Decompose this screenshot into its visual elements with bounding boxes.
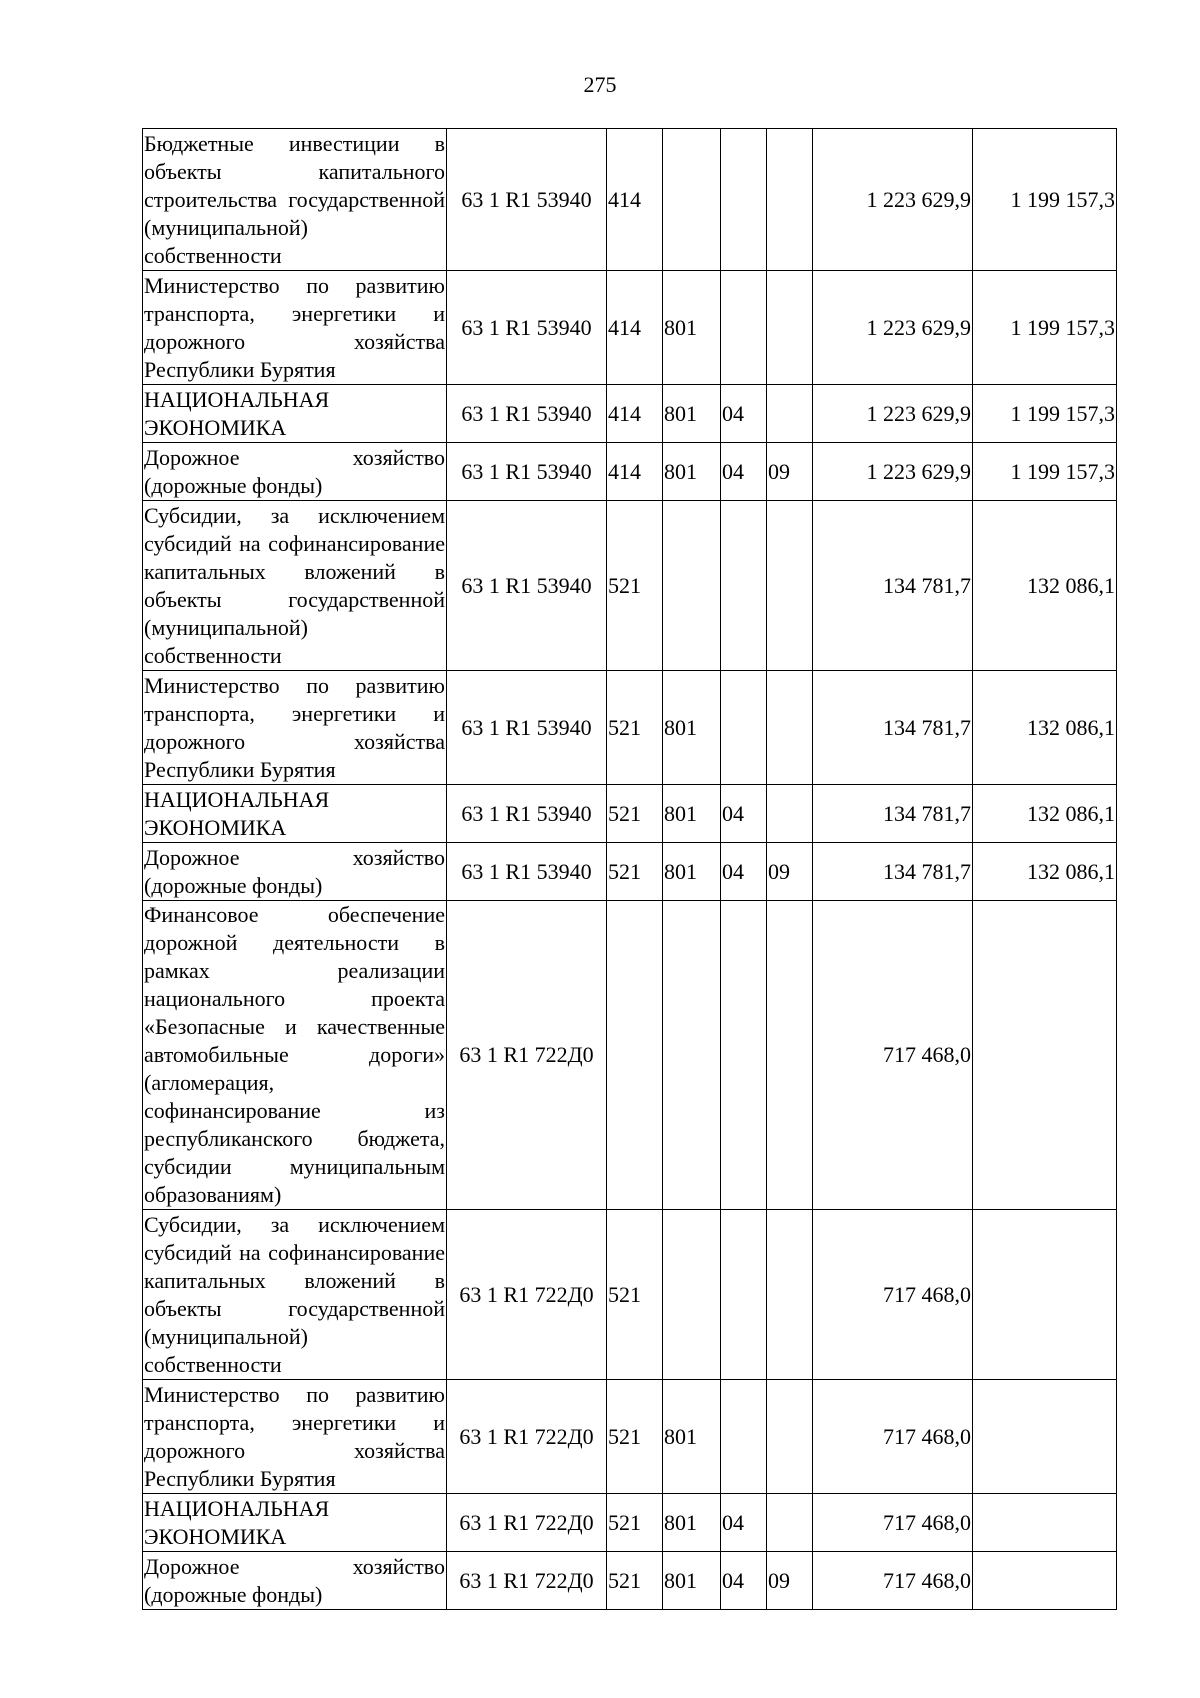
section-code — [721, 901, 767, 1210]
target-article-code: 63 1 R1 53940 — [447, 443, 607, 501]
section-code — [721, 271, 767, 385]
expense-type-code — [607, 901, 663, 1210]
table-row — [143, 1380, 1117, 1494]
amount-year-2: 132 086,1 — [973, 785, 1117, 843]
target-article-code: 63 1 R1 53940 — [447, 501, 607, 671]
section-code — [721, 671, 767, 785]
subsection-code — [767, 1210, 813, 1380]
section-code: 04 — [721, 443, 767, 501]
section-code: 04 — [721, 1552, 767, 1610]
row-description: Бюджетные инвестиции в объекты капитального строительства государственной (муниципальной) собственности — [143, 129, 447, 271]
table-row — [143, 1552, 1117, 1610]
amount-year-1: 134 781,7 — [813, 501, 973, 671]
amount-year-1: 134 781,7 — [813, 843, 973, 901]
row-description: Министерство по развитию транспорта, энергетики и дорожного хозяйства Республики Бурятия — [143, 671, 447, 785]
ministry-code: 801 — [663, 385, 721, 443]
table-row — [143, 129, 1117, 271]
amount-year-1: 717 468,0 — [813, 901, 973, 1210]
table-row — [143, 443, 1117, 501]
section-code: 04 — [721, 785, 767, 843]
expense-type-code: 414 — [607, 129, 663, 271]
section-code — [721, 129, 767, 271]
subsection-code — [767, 129, 813, 271]
subsection-code — [767, 901, 813, 1210]
amount-year-2: 1 199 157,3 — [973, 385, 1117, 443]
ministry-code — [663, 129, 721, 271]
subsection-code: 09 — [767, 1552, 813, 1610]
table-row — [143, 385, 1117, 443]
target-article-code: 63 1 R1 722Д0 — [447, 1552, 607, 1610]
amount-year-1: 717 468,0 — [813, 1552, 973, 1610]
ministry-code: 801 — [663, 671, 721, 785]
table-row — [143, 1210, 1117, 1380]
amount-year-1: 717 468,0 — [813, 1494, 973, 1552]
table-row — [143, 1494, 1117, 1552]
subsection-code — [767, 1494, 813, 1552]
row-description: Министерство по развитию транспорта, энергетики и дорожного хозяйства Республики Бурятия — [143, 1380, 447, 1494]
ministry-code: 801 — [663, 785, 721, 843]
target-article-code: 63 1 R1 53940 — [447, 129, 607, 271]
amount-year-2: 1 199 157,3 — [973, 129, 1117, 271]
row-description: Субсидии, за исключением субсидий на софинансирование капитальных вложений в объекты государственной (муниципальной) собственности — [143, 1210, 447, 1380]
target-article-code: 63 1 R1 722Д0 — [447, 901, 607, 1210]
amount-year-2: 1 199 157,3 — [973, 271, 1117, 385]
row-description: Дорожное хозяйство (дорожные фонды) — [143, 443, 447, 501]
subsection-code — [767, 501, 813, 671]
expense-type-code: 414 — [607, 271, 663, 385]
target-article-code: 63 1 R1 722Д0 — [447, 1494, 607, 1552]
amount-year-2 — [973, 1380, 1117, 1494]
subsection-code: 09 — [767, 443, 813, 501]
amount-year-2 — [973, 1552, 1117, 1610]
ministry-code: 801 — [663, 1494, 721, 1552]
table-row — [143, 901, 1117, 1210]
amount-year-2: 132 086,1 — [973, 843, 1117, 901]
target-article-code: 63 1 R1 722Д0 — [447, 1380, 607, 1494]
table-row — [143, 501, 1117, 671]
amount-year-1: 134 781,7 — [813, 671, 973, 785]
ministry-code — [663, 1210, 721, 1380]
expense-type-code: 414 — [607, 443, 663, 501]
budget-table — [142, 128, 1117, 1610]
amount-year-2: 1 199 157,3 — [973, 443, 1117, 501]
expense-type-code: 521 — [607, 671, 663, 785]
expense-type-code: 521 — [607, 1380, 663, 1494]
amount-year-2 — [973, 1494, 1117, 1552]
section-code — [721, 1210, 767, 1380]
subsection-code — [767, 271, 813, 385]
row-description: НАЦИОНАЛЬНАЯ ЭКОНОМИКА — [143, 785, 447, 843]
amount-year-1: 134 781,7 — [813, 785, 973, 843]
table-row — [143, 843, 1117, 901]
subsection-code: 09 — [767, 843, 813, 901]
table-row — [143, 785, 1117, 843]
page-number: 275 — [583, 72, 617, 97]
subsection-code — [767, 385, 813, 443]
subsection-code — [767, 671, 813, 785]
amount-year-2 — [973, 1210, 1117, 1380]
section-code — [721, 1380, 767, 1494]
ministry-code: 801 — [663, 443, 721, 501]
target-article-code: 63 1 R1 722Д0 — [447, 1210, 607, 1380]
expense-type-code: 521 — [607, 1494, 663, 1552]
section-code: 04 — [721, 385, 767, 443]
row-description: НАЦИОНАЛЬНАЯ ЭКОНОМИКА — [143, 1494, 447, 1552]
expense-type-code: 521 — [607, 785, 663, 843]
ministry-code: 801 — [663, 843, 721, 901]
target-article-code: 63 1 R1 53940 — [447, 385, 607, 443]
row-description: Финансовое обеспечение дорожной деятельности в рамках реализации национального проекта «Безопасные и качественные автомобильные дороги» (агломерация, софинансирование из республиканского бюджета, субсидии муниципальным образованиям) — [143, 901, 447, 1210]
expense-type-code: 521 — [607, 501, 663, 671]
expense-type-code: 521 — [607, 1210, 663, 1380]
amount-year-2: 132 086,1 — [973, 671, 1117, 785]
subsection-code — [767, 1380, 813, 1494]
target-article-code: 63 1 R1 53940 — [447, 785, 607, 843]
target-article-code: 63 1 R1 53940 — [447, 271, 607, 385]
subsection-code — [767, 785, 813, 843]
amount-year-1: 717 468,0 — [813, 1210, 973, 1380]
target-article-code: 63 1 R1 53940 — [447, 843, 607, 901]
table-row — [143, 671, 1117, 785]
ministry-code — [663, 501, 721, 671]
target-article-code: 63 1 R1 53940 — [447, 671, 607, 785]
ministry-code — [663, 901, 721, 1210]
amount-year-1: 1 223 629,9 — [813, 385, 973, 443]
ministry-code: 801 — [663, 1552, 721, 1610]
row-description: Министерство по развитию транспорта, энергетики и дорожного хозяйства Республики Бурятия — [143, 271, 447, 385]
table-row — [143, 271, 1117, 385]
section-code — [721, 501, 767, 671]
row-description: Дорожное хозяйство (дорожные фонды) — [143, 1552, 447, 1610]
amount-year-2 — [973, 901, 1117, 1210]
amount-year-1: 1 223 629,9 — [813, 271, 973, 385]
amount-year-2: 132 086,1 — [973, 501, 1117, 671]
section-code: 04 — [721, 1494, 767, 1552]
amount-year-1: 1 223 629,9 — [813, 443, 973, 501]
row-description: НАЦИОНАЛЬНАЯ ЭКОНОМИКА — [143, 385, 447, 443]
row-description: Субсидии, за исключением субсидий на софинансирование капитальных вложений в объекты государственной (муниципальной) собственности — [143, 501, 447, 671]
expense-type-code: 521 — [607, 843, 663, 901]
expense-type-code: 414 — [607, 385, 663, 443]
ministry-code: 801 — [663, 1380, 721, 1494]
row-description: Дорожное хозяйство (дорожные фонды) — [143, 843, 447, 901]
section-code: 04 — [721, 843, 767, 901]
expense-type-code: 521 — [607, 1552, 663, 1610]
ministry-code: 801 — [663, 271, 721, 385]
amount-year-1: 717 468,0 — [813, 1380, 973, 1494]
amount-year-1: 1 223 629,9 — [813, 129, 973, 271]
